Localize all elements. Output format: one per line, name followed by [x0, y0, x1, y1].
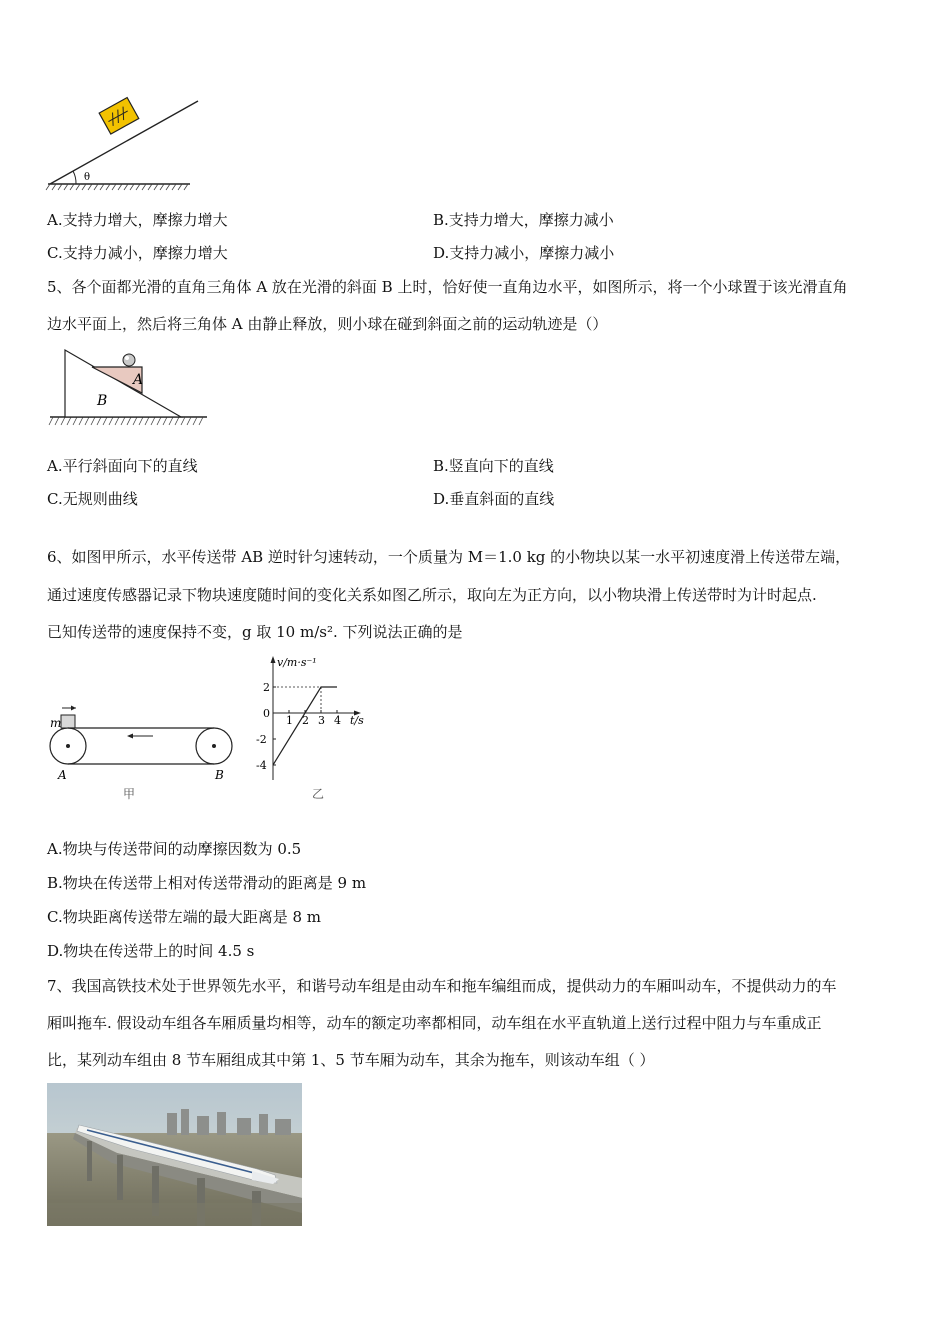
q7-stem-line-2: 厢叫拖车. 假设动车组各车厢质量均相等，动车的额定功率都相同，动车组在水平直轨道上送行过程中阻力与车重成正	[47, 1014, 822, 1032]
y-tick-label: -2	[256, 733, 267, 746]
y-axis-label: v/m·s⁻¹	[277, 656, 317, 669]
q5-option-a: A.平行斜面向下的直线	[47, 457, 198, 475]
q7-stem-line-1: 7、我国高铁技术处于世界领先水平，和谐号动车组是由动车和拖车编组而成，提供动力的车厢叫动车，不提供动力的车	[47, 977, 837, 995]
label-b: B	[97, 393, 108, 409]
q4-option-d: D.支持力减小，摩擦力减小	[433, 244, 615, 262]
high-speed-train-photo	[47, 1083, 302, 1226]
q6-stem-line-3: 已知传送带的速度保持不变，g 取 10 m/s². 下列说法正确的是	[47, 623, 463, 641]
q7-stem-line-3: 比，某列动车组由 8 节车厢组成其中第 1、5 节车厢为动车，其余为拖车，则该动车组（ ）	[47, 1051, 655, 1069]
q4-option-b: B.支持力增大，摩擦力减小	[433, 211, 614, 229]
q6-option-a: A.物块与传送带间的动摩擦因数为 0.5	[47, 840, 302, 858]
angle-label: θ	[84, 172, 91, 183]
label-a: A	[58, 768, 67, 782]
q5-option-c: C.无规则曲线	[47, 490, 138, 508]
q5-stem-line-1: 5、各个面都光滑的直角三角体 A 放在光滑的斜面 B 上时，恰好使一直角边水平，如图所示，将一个小球置于该光滑直角	[47, 278, 848, 296]
q6-option-b: B.物块在传送带上相对传送带滑动的距离是 9 m	[47, 874, 367, 892]
x-axis-label: t/s	[350, 714, 364, 727]
x-tick-label: 2	[302, 714, 309, 727]
q6-stem-line-2: 通过速度传感器记录下物块速度随时间的变化关系如图乙所示，取向左为正方向，以小物块滑上传送带时为计时起点.	[47, 586, 817, 604]
x-tick-label: 4	[334, 714, 341, 727]
q4-option-a: A.支持力增大，摩擦力增大	[47, 211, 228, 229]
triangle-block-figure	[45, 348, 215, 433]
conveyor-belt-figure	[45, 698, 245, 808]
incline-block-figure	[40, 95, 200, 195]
label-m: m	[50, 716, 62, 730]
label-a: A	[133, 372, 144, 388]
velocity-time-chart	[255, 652, 375, 807]
y-tick-label: 2	[263, 681, 270, 694]
q5-option-b: B.竖直向下的直线	[433, 457, 554, 475]
q6-stem-line-1: 6、如图甲所示，水平传送带 AB 逆时针匀速转动，一个质量为 M＝1.0 kg 的小物块以某一水平初速度滑上传送带左端，	[47, 548, 851, 566]
q5-stem-line-2: 边水平面上，然后将三角体 A 由静止释放，则小球在碰到斜面之前的运动轨迹是（）	[47, 315, 608, 333]
caption-jia: 甲	[123, 787, 136, 801]
y-tick-label: 0	[263, 707, 270, 720]
q6-option-c: C.物块距离传送带左端的最大距离是 8 m	[47, 908, 322, 926]
q5-option-d: D.垂直斜面的直线	[433, 490, 555, 508]
y-tick-label: -4	[256, 759, 267, 772]
q4-option-c: C.支持力减小，摩擦力增大	[47, 244, 228, 262]
q6-option-d: D.物块在传送带上的时间 4.5 s	[47, 942, 255, 960]
caption-yi: 乙	[312, 787, 325, 801]
x-tick-label: 1	[286, 714, 293, 727]
label-b: B	[215, 768, 224, 782]
x-tick-label: 3	[318, 714, 325, 727]
